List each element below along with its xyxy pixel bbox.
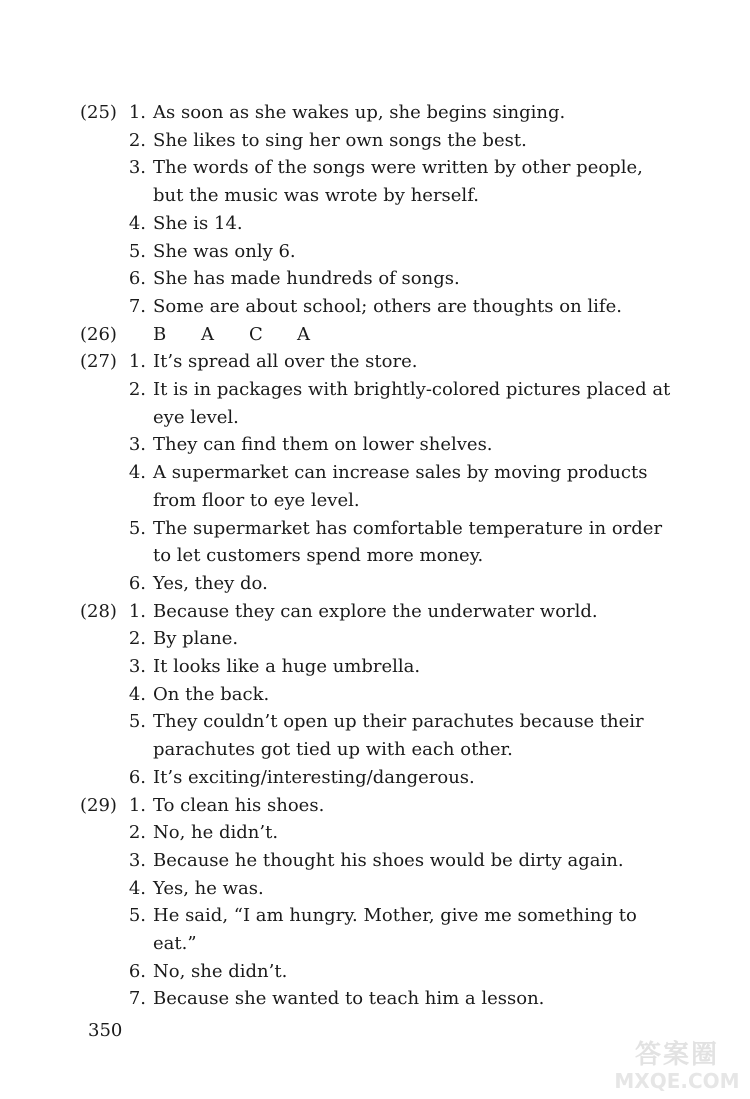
answer-line <box>0 958 750 986</box>
item-number: 4. <box>128 877 146 899</box>
answer-line <box>0 321 750 349</box>
answer-text: It’s spread all over the store. <box>153 351 418 373</box>
item-number: 1. <box>128 351 146 373</box>
answer-line <box>0 431 750 459</box>
answer-text: No, she didn’t. <box>153 960 288 982</box>
answer-text: Yes, they do. <box>153 572 268 594</box>
answer-text: The supermarket has comfortable temperature in order <box>153 517 663 539</box>
item-number: 3. <box>128 849 146 871</box>
answer-line <box>0 515 750 543</box>
answer-text: Some are about school; others are thoughts on life. <box>153 295 622 317</box>
answer-line <box>0 819 750 847</box>
answer-text: Because she wanted to teach him a lesson. <box>153 988 545 1010</box>
item-number: 2. <box>128 628 146 650</box>
answer-line <box>0 348 750 376</box>
item-number: 5. <box>128 517 146 539</box>
answer-text: The words of the songs were written by other people, <box>153 157 643 179</box>
watermark-bottom-text: MXQE.COM <box>614 1069 740 1093</box>
item-number: 4. <box>128 212 146 234</box>
answer-line <box>0 875 750 903</box>
answer-line <box>0 127 750 155</box>
choice-answer: A <box>297 323 310 345</box>
answer-line <box>0 681 750 709</box>
answer-text: He said, “I am hungry. Mother, give me something to <box>153 905 637 927</box>
item-number: 5. <box>128 905 146 927</box>
answer-line <box>0 542 750 570</box>
answer-line <box>0 210 750 238</box>
answer-text: It’s exciting/interesting/dangerous. <box>153 766 475 788</box>
item-number: 6. <box>128 766 146 788</box>
choice-answers <box>153 321 345 349</box>
question-number: (28) <box>80 600 117 622</box>
page-number: 350 <box>88 1020 123 1041</box>
answer-line <box>0 764 750 792</box>
answer-line <box>0 653 750 681</box>
answer-text: By plane. <box>153 628 239 650</box>
item-number: 3. <box>128 157 146 179</box>
answer-line <box>0 930 750 958</box>
watermark-logo <box>608 1040 746 1096</box>
answer-line <box>0 293 750 321</box>
answer-text: She likes to sing her own songs the best. <box>153 129 527 151</box>
item-number: 2. <box>128 822 146 844</box>
answer-text: On the back. <box>153 683 270 705</box>
watermark-top-text: 答案圈 <box>634 1040 719 1070</box>
question-number: (27) <box>80 351 117 373</box>
item-number: 4. <box>128 462 146 484</box>
answer-text: eat.” <box>153 933 197 954</box>
question-number: (25) <box>80 102 117 123</box>
answer-text: To clean his shoes. <box>153 794 325 816</box>
item-number: 6. <box>128 268 146 290</box>
answer-text: to let customers spend more money. <box>153 545 484 567</box>
item-number: 7. <box>128 295 146 317</box>
answer-line <box>0 487 750 515</box>
answer-text: but the music was wrote by herself. <box>153 185 479 207</box>
answer-text: They can find them on lower shelves. <box>153 434 493 456</box>
choice-answer: A <box>201 323 214 345</box>
answer-text: It is in packages with brightly-colored pictures placed at <box>153 379 671 400</box>
answer-line <box>0 99 750 127</box>
answer-text: She is 14. <box>153 212 243 234</box>
answer-line <box>0 570 750 598</box>
answer-text: It looks like a huge umbrella. <box>153 656 421 677</box>
item-number: 7. <box>128 988 146 1010</box>
item-number: 1. <box>128 600 146 622</box>
item-number: 4. <box>128 683 146 705</box>
answer-line <box>0 625 750 653</box>
answer-line <box>0 265 750 293</box>
answer-text: She has made hundreds of songs. <box>153 268 460 290</box>
item-number: 1. <box>128 794 146 816</box>
choice-answer: B <box>153 323 167 345</box>
answer-text: parachutes got tied up with each other. <box>153 739 513 761</box>
item-number: 2. <box>128 379 146 400</box>
item-number: 5. <box>128 240 146 262</box>
answer-line <box>0 154 750 182</box>
answer-text: Because he thought his shoes would be dirty again. <box>153 849 624 871</box>
answer-text: A supermarket can increase sales by moving products <box>153 462 648 484</box>
answer-line <box>0 459 750 487</box>
answer-line <box>0 404 750 432</box>
answer-line <box>0 985 750 1013</box>
answer-line <box>0 847 750 875</box>
answer-text: from floor to eye level. <box>153 489 360 511</box>
answer-text: She was only 6. <box>153 240 296 262</box>
choice-answer: C <box>249 323 263 345</box>
answer-text: They couldn’t open up their parachutes because their <box>153 711 644 733</box>
answer-line <box>0 376 750 404</box>
answer-text: eye level. <box>153 406 239 428</box>
item-number: 5. <box>128 711 146 733</box>
answer-text: As soon as she wakes up, she begins singing. <box>153 102 566 123</box>
answer-line <box>0 736 750 764</box>
answer-line <box>0 598 750 626</box>
item-number: 3. <box>128 434 146 456</box>
question-number: (26) <box>80 323 117 345</box>
item-number: 2. <box>128 129 146 151</box>
item-number: 6. <box>128 572 146 594</box>
answer-text: No, he didn’t. <box>153 822 279 844</box>
answer-line <box>0 182 750 210</box>
question-number: (29) <box>80 794 117 816</box>
answer-line <box>0 708 750 736</box>
answer-text: Yes, he was. <box>153 877 264 899</box>
item-number: 1. <box>128 102 146 123</box>
answer-text: Because they can explore the underwater world. <box>153 600 598 622</box>
item-number: 6. <box>128 960 146 982</box>
answer-line <box>0 238 750 266</box>
answer-line <box>0 902 750 930</box>
item-number: 3. <box>128 656 146 677</box>
answer-line <box>0 792 750 820</box>
